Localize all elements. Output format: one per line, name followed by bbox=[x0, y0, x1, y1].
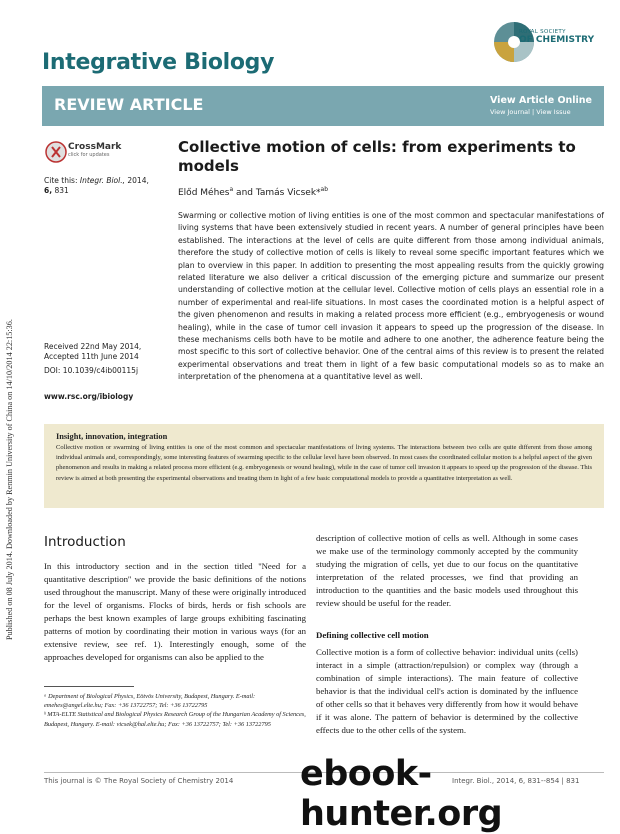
affiliation-footnotes bbox=[44, 692, 306, 729]
view-journal-issue-links[interactable]: View Journal | View Issue bbox=[490, 108, 571, 116]
insight-body: Collective motion or swarming of living entities is one of the most common and spectacular manifestations of living systems. The interactions between two cells are quite different from those among individual animals and, correspondingly, some interesting features of swarming specific to the cellular level have been observed. In most cases the coordinated cellular motion is a helpful aspect of the given phenomenon and results in making a related process more efficient (e.g. embryogenesis or wound healing), while in the case of tumor cell invasion it appears to speed up the progression of the disease. This review is aimed at both presenting the experimental observations and treating them in light of a few basic computational models to provide a quantitative interpretation as well. bbox=[56, 444, 592, 482]
rsc-logo-text: ROYAL SOCIETY OF CHEMISTRY bbox=[519, 29, 595, 45]
watermark: ebook-hunter.org bbox=[300, 754, 503, 834]
article-title: Collective motion of cells: from experiments to models bbox=[178, 138, 576, 175]
download-note: Published on 08 July 2014. Downloaded by Renmin University of China on 14/10/2014 22:15:36. bbox=[5, 319, 14, 640]
view-article-online[interactable]: View Article Online bbox=[490, 95, 592, 106]
footer-copyright: This journal is © The Royal Society of Chemistry 2014 bbox=[44, 777, 234, 785]
citation: Cite this: Integr. Biol., 2014, 6, 831 bbox=[44, 176, 149, 195]
journal-website[interactable]: www.rsc.org/ibiology bbox=[44, 392, 134, 401]
footnote-divider bbox=[44, 686, 134, 687]
article-type: REVIEW ARTICLE bbox=[54, 95, 204, 114]
journal-title[interactable]: Integrative Biology bbox=[42, 50, 275, 75]
intro-column-left: In this introductory section and in the section titled ''Need for a quantitative description'' we provide the basic definitions of the notions used throughout the manuscript. Many of these were originally introduced for the level of organisms. Flocks of birds, herds or fish schools are perhaps the best known examples of large groups exhibiting fascinating patterns of motion by coordinating their motion in various ways (for an extensive review, see ref. 1). Interestingly enough, some of the approaches developed for organisms can also be applied to the bbox=[44, 561, 306, 662]
intro-column-right-bottom: Collective motion is a form of collective behavior: individual units (cells) interact in a simple (attraction/repulsion) or complex way (through a combination of simple interactions). The main feature of collective behavior is that the individual cell's action is dominated by the influence of other cells so that it behaves very differently from how it would behave if it was alone. The pattern of behavior is determined by the collective effects due to the other cells of the system. bbox=[316, 647, 578, 735]
section-heading-introduction: Introduction bbox=[44, 534, 126, 550]
footer-page-info: Integr. Biol., 2014, 6, 831--854 | 831 bbox=[452, 777, 580, 785]
crossmark-label[interactable]: CrossMark click for updates bbox=[68, 142, 122, 158]
intro-column-right-top: description of collective motion of cells as well. Although in some cases we make use of the terminology commonly accepted by the community studying the migration of cells, yet due to our focus on the quantitative interpretation of the related processes, we find that providing an introduction to the quantities and the basic models used throughout this review should be useful for the reader. bbox=[316, 533, 578, 608]
doi[interactable]: DOI: 10.1039/c4ib00115j bbox=[44, 366, 139, 375]
authors: Előd Méhes$^a$ and Tamás Vicsek*$^{ab}$ bbox=[178, 186, 329, 198]
view-online-link[interactable] bbox=[490, 95, 592, 116]
footnote-b: ᵇ MTA-ELTE Statistical and Biological Physics Research Group of the Hungarian Academy of Sciences, Budapest, Hungary. E-mail: vicsek@hal.elte.hu; Fax: +36 13722757; Tel: +36 13722795 bbox=[44, 711, 306, 728]
received-dates: Received 22nd May 2014, Accepted 11th June 2014 bbox=[44, 342, 142, 361]
article-type-banner bbox=[42, 86, 604, 126]
subsection-heading: Defining collective cell motion bbox=[316, 630, 429, 640]
abstract: Swarming or collective motion of living entities is one of the most common and spectacular manifestations of living systems that have been extensively studied in recent years. A number of general principles have been established. The interactions at the level of cells are quite different from those among individual animals, therefore the study of collective motion of cells is likely to reveal some specific important features which we plan to overview in this paper. In addition to presenting the most appealing results from the quickly growing related literature we also deliver a critical discussion of the emerging picture and summarize our present understanding of collective motion at the cellular level. Collective motion of cells plays an essential role in a number of experimental and real-life situations. In most cases the coordinated motion is a helpful aspect of the given phenomenon and results in making a related process more efficient (e.g., embryogenesis or wound healing), while in the case of tumor cell invasion it appears to speed up the progression of the disease. In these mechanisms cells both have to be motile and adhere to one another, the adherence feature being the most specific to this sort of collective behavior. One of the central aims of this review is to present the related experimental observations and treat them in light of a few basic computational models so as to make an interpretation of the phenomena at a quantitative level as well. bbox=[178, 211, 604, 382]
footnote-a: ᵃ Department of Biological Physics, Eötvös University, Budapest, Hungary. E-mail: emehes@angel.elte.hu; Fax: +36 13722757; Tel: +36 13722795 bbox=[44, 693, 256, 710]
insight-box bbox=[44, 424, 604, 508]
insight-title: Insight, innovation, integration bbox=[56, 432, 168, 441]
